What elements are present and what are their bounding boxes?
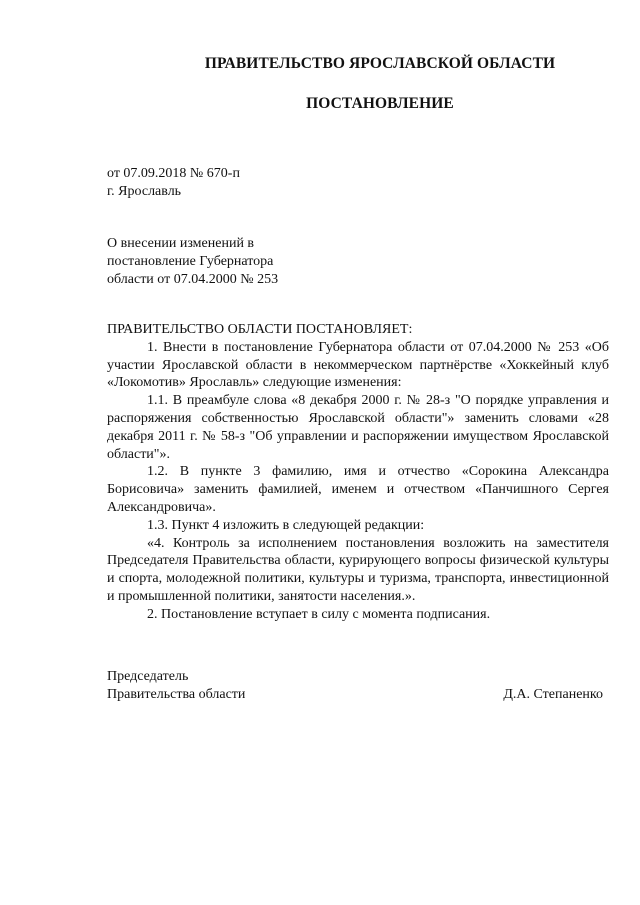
date-number: от 07.09.2018 № 670-п	[107, 166, 240, 181]
decree-body	[107, 321, 609, 624]
paragraph-2: 2. Постановление вступает в силу с момента подписания.	[147, 606, 491, 622]
city: г. Ярославль	[107, 184, 182, 199]
subject-line-3: области от 07.04.2000 № 253	[107, 272, 279, 287]
signer-name: Д.А. Степаненко	[503, 687, 603, 702]
signer-title-line-1: Председатель	[107, 669, 189, 684]
signature-row	[107, 686, 609, 704]
government-title: ПРАВИТЕЛЬСТВО ЯРОСЛАВСКОЙ ОБЛАСТИ	[204, 55, 556, 72]
paragraph-1-2: 1.2. В пункте 3 фамилию, имя и отчество «Сорокина Александра Борисовича» заменить фамилией, именем и отчеством «Панчишного Сергея Александровича».	[107, 464, 609, 515]
signer-title-line-2: Правительства области	[107, 687, 246, 702]
paragraph-1-3-text: «4. Контроль за исполнением постановления возложить на заместителя Председателя Правительства области, курирующего вопросы физической культуры и спорта, молодежной политики, культуры и туризма, транспорта, инвестиционной и промышленной политики, занятости населения.».	[107, 535, 609, 604]
subject-line-2: постановление Губернатора	[107, 254, 274, 269]
paragraph-1: 1. Внести в постановление Губернатора области от 07.04.2000 № 253 «Об участии Ярославской области в некоммерческом партнёрстве «Хоккейный клуб «Локомотив» Ярославль» следующие изменения:	[107, 339, 609, 391]
document-subject	[107, 235, 337, 289]
decree-lead: ПРАВИТЕЛЬСТВО ОБЛАСТИ ПОСТАНОВЛЯЕТ:	[107, 322, 413, 337]
subject-line-1: О внесении изменений в	[107, 236, 255, 251]
signature-block	[107, 668, 609, 704]
paragraph-1-3: 1.3. Пункт 4 изложить в следующей редакции:	[147, 517, 425, 533]
document-meta	[107, 165, 240, 201]
document-type-title: ПОСТАНОВЛЕНИЕ	[306, 95, 454, 112]
paragraph-1-1: 1.1. В преамбуле слова «8 декабря 2000 г. № 28-з "О порядке управления и распоряжения собственностью Ярославской области"» заменить словами «28 декабря 2011 г. № 58-з "Об управлении и распоряжении имуществом Ярославской области"».	[107, 393, 609, 462]
